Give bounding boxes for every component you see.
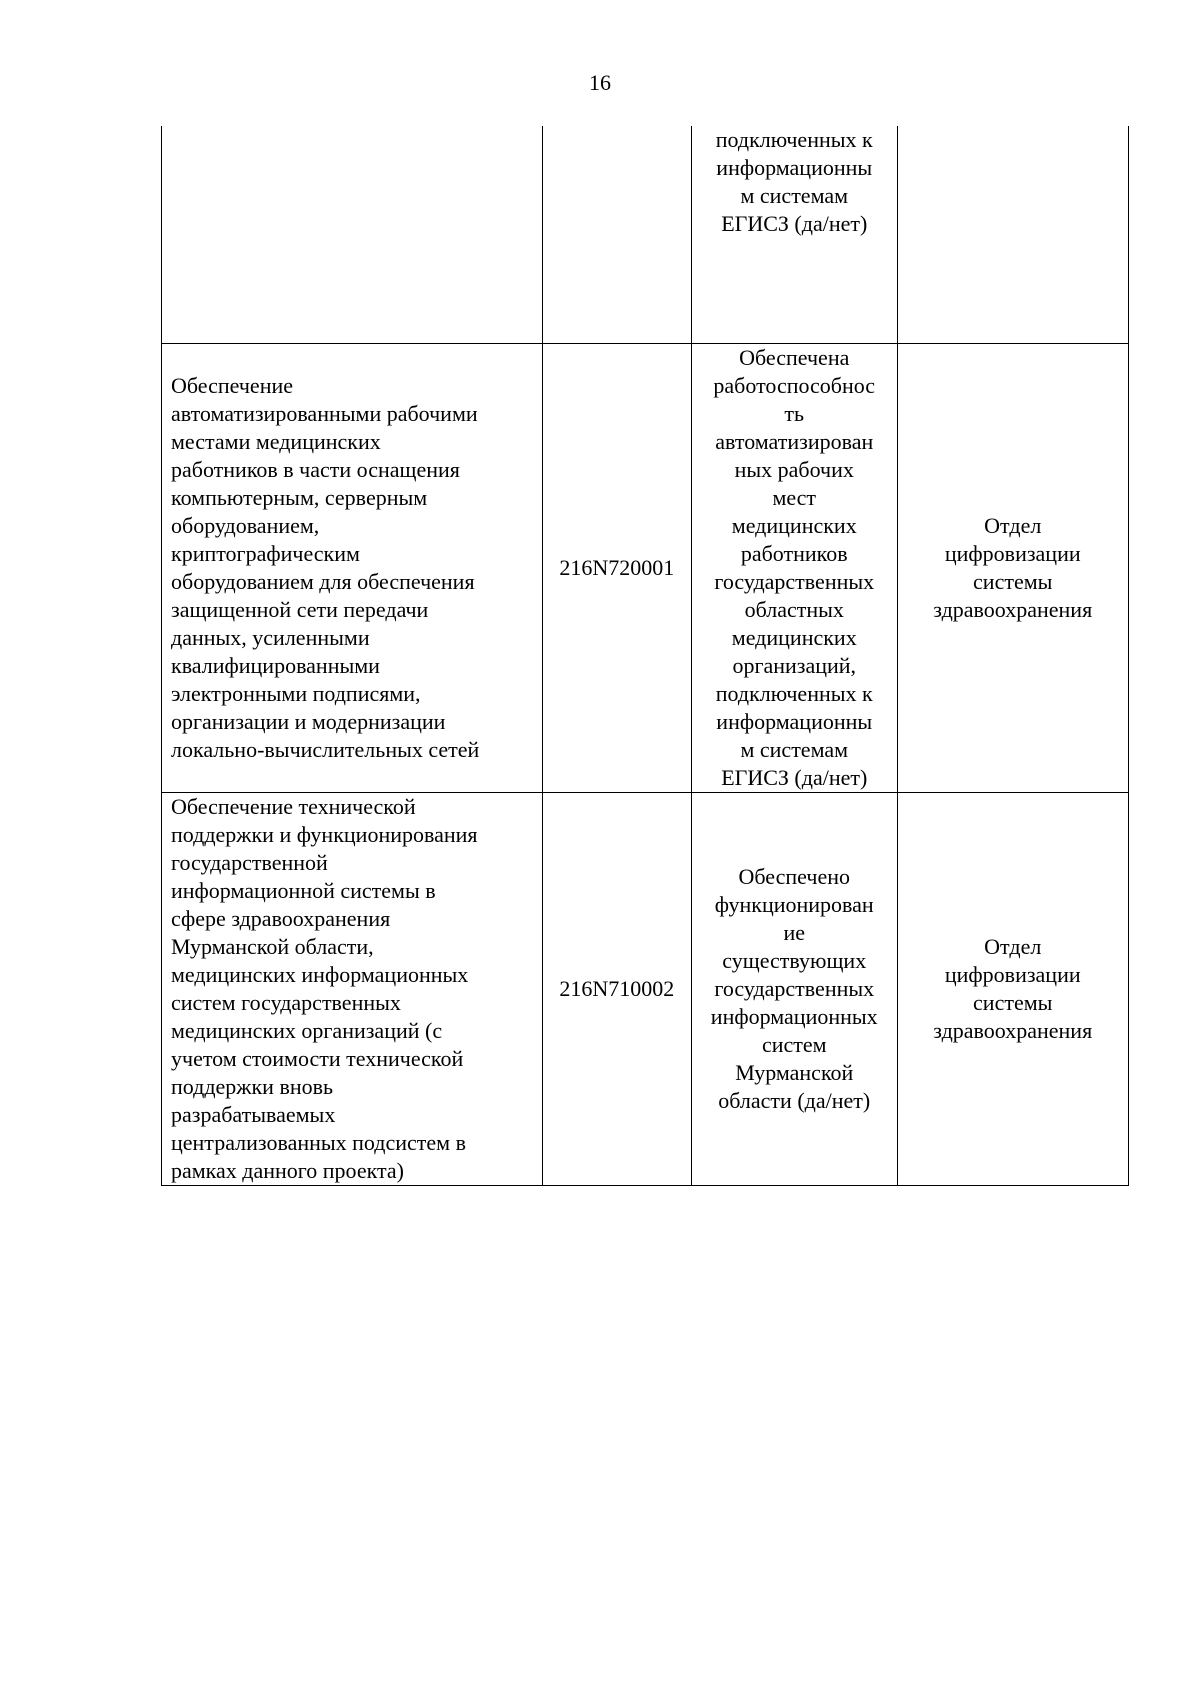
text-line: электронными подписями, (171, 680, 421, 706)
text-line: государственных (714, 975, 875, 1001)
text-line: областных (744, 596, 844, 622)
text-line: рамках данного проекта) (171, 1157, 404, 1183)
text-line: данных, усиленными (171, 624, 370, 650)
text-line: подключенных к (715, 127, 873, 152)
text-line: поддержки и функционирования (171, 821, 478, 847)
text-line: автоматизированными рабочими (171, 400, 478, 426)
text-line: информационной системы в (171, 877, 436, 903)
text-line: системы (973, 568, 1053, 594)
text-line: квалифицированными (171, 652, 380, 678)
text-line: ных рабочих (734, 456, 854, 482)
name-cell (162, 792, 543, 1185)
name-cell (162, 126, 543, 343)
text-line: Обеспечена (739, 344, 850, 370)
text-line: Отдел (984, 933, 1042, 959)
text-line: медицинских (731, 624, 857, 650)
code-cell: 216N720001 (542, 343, 691, 792)
result-cell (692, 343, 898, 792)
text-line: ть (784, 400, 805, 426)
text-line: Обеспечение (171, 372, 293, 398)
text-line: компьютерным, серверным (171, 484, 428, 510)
text-line: Обеспечение технической (171, 793, 416, 819)
text-line: государственной (171, 849, 328, 875)
text-line: системы (973, 989, 1053, 1015)
document-table (161, 126, 1129, 1186)
text-line: подключенных к (715, 680, 873, 706)
text-line: м системам (740, 183, 849, 208)
text-line: м системам (740, 736, 849, 762)
text-line: поддержки вновь (171, 1073, 334, 1099)
table-row (162, 343, 1129, 792)
text-line: мест (772, 484, 817, 510)
text-line: организаций, (732, 652, 857, 678)
text-line: оборудованием для обеспечения (171, 568, 475, 594)
text-line: области (да/нет) (718, 1087, 871, 1113)
text-line: работников (740, 540, 848, 566)
name-cell (162, 343, 543, 792)
text-line: Отдел (984, 512, 1042, 538)
responsible-cell (897, 792, 1129, 1185)
text-line: медицинских организаций (с (171, 1017, 443, 1043)
table-row (162, 792, 1129, 1185)
text-line: медицинских (731, 512, 857, 538)
text-line: информационных (710, 1003, 878, 1029)
text-line: медицинских информационных (171, 961, 469, 987)
code-cell (542, 126, 691, 343)
text-line: Мурманской (735, 1059, 854, 1085)
code-cell: 216N710002 (542, 792, 691, 1185)
text-line: ЕГИСЗ (да/нет) (721, 211, 868, 236)
text-line: систем (761, 1031, 827, 1057)
responsible-cell (897, 126, 1129, 343)
text-line: оборудованием, (171, 512, 320, 538)
text-line: учетом стоимости технической (171, 1045, 464, 1071)
text-line: местами медицинских (171, 428, 381, 454)
result-cell (692, 126, 898, 343)
text-line: цифровизации (944, 961, 1081, 987)
text-line: сфере здравоохранения (171, 905, 391, 931)
text-line: криптографическим (171, 540, 360, 566)
text-line: информационны (716, 155, 873, 180)
text-line: информационны (716, 708, 873, 734)
text-line: Обеспечено (738, 863, 850, 889)
text-line: существующих (722, 947, 867, 973)
text-line: локально-вычислительных сетей (171, 736, 480, 762)
page-number: 16 (589, 70, 611, 95)
text-line: государственных (714, 568, 875, 594)
text-line: функционирован (714, 891, 874, 917)
text-line: Мурманской области, (171, 933, 374, 959)
text-line: защищенной сети передачи (171, 596, 429, 622)
text-line: разрабатываемых (171, 1101, 336, 1127)
responsible-cell (897, 343, 1129, 792)
table-row (162, 126, 1129, 343)
text-line: здравоохранения (933, 1017, 1093, 1043)
text-line: ие (783, 919, 806, 945)
text-line: цифровизации (944, 540, 1081, 566)
text-line: организации и модернизации (171, 708, 446, 734)
text-line: автоматизирован (715, 428, 874, 454)
text-line: здравоохранения (933, 596, 1093, 622)
text-line: централизованных подсистем в (171, 1129, 466, 1155)
text-line: работников в части оснащения (171, 456, 460, 482)
result-cell (692, 792, 898, 1185)
text-line: работоспособнос (713, 372, 876, 398)
text-line: систем государственных (171, 989, 401, 1015)
text-line: ЕГИСЗ (да/нет) (721, 764, 868, 790)
